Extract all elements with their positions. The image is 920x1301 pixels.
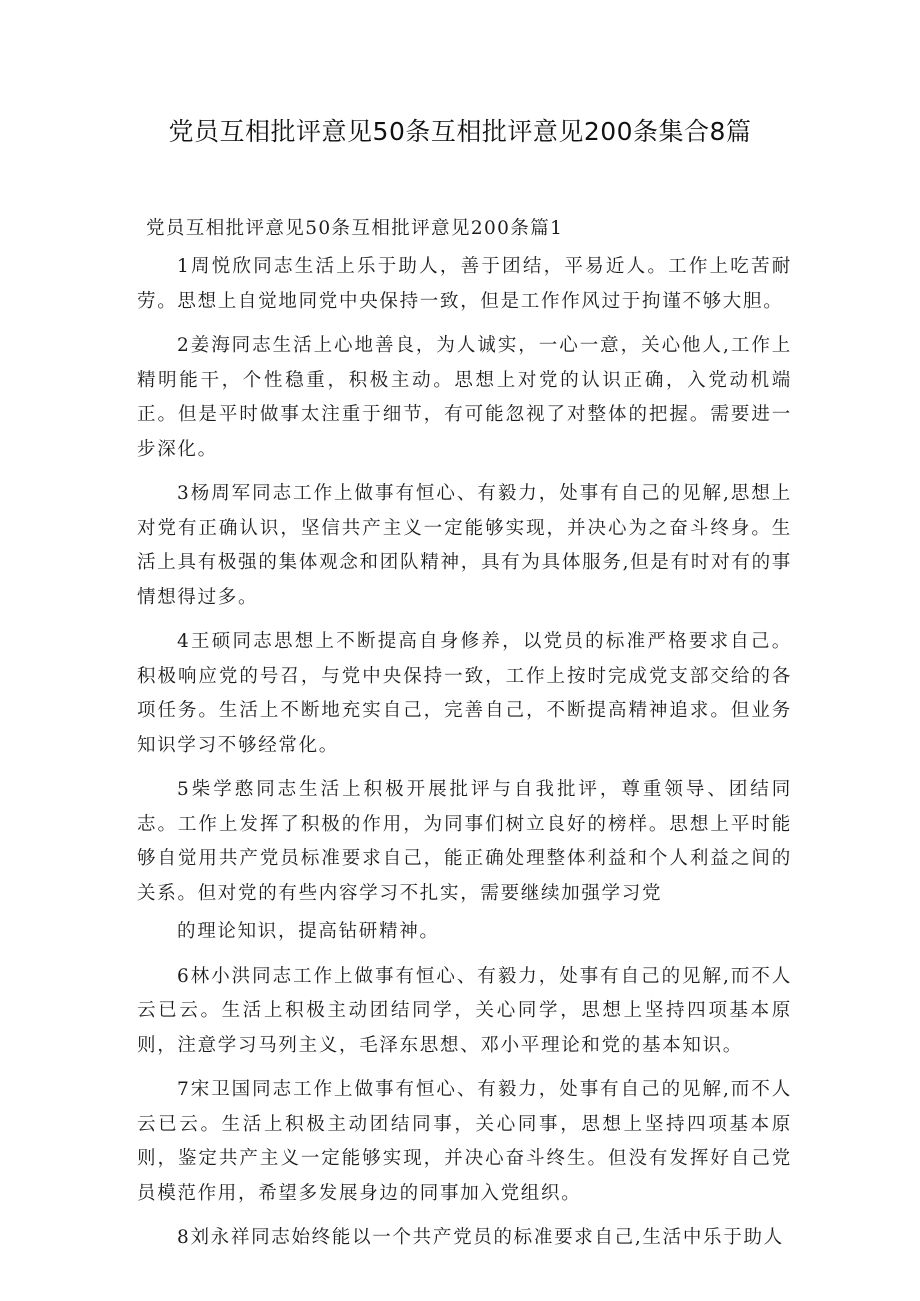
section-heading: 党员互相批评意见50条互相批评意见200条篇1 [146, 218, 564, 239]
document-body [137, 214, 792, 1256]
paragraph-2: 2姜海同志生活上心地善良，为人诚实，一心一意，关心他人,工作上精明能干，个性稳重，积极主动。思想上对党的认识正确，入党动机端正。但是平时做事太注重于细节，有可能忽视了对整体的把握。需要进一步深化。 [137, 335, 792, 460]
paragraph-1: 1周悦欣同志生活上乐于助人，善于团结，平易近人。工作上吃苦耐劳。思想上自觉地同党中央保持一致，但是工作作风过于拘谨不够大胆。 [137, 256, 792, 312]
paragraph-3: 3杨周军同志工作上做事有恒心、有毅力，处事有自己的见解,思想上对党有正确认识，坚信共产主义一定能够实现，并决心为之奋斗终身。生活上具有极强的集体观念和团队精神，具有为具体服务,但是有时对有的事情想得过多。 [137, 483, 792, 608]
paragraph-6: 6林小洪同志工作上做事有恒心、有毅力，处事有自己的见解,而不人云已云。生活上积极主动团结同学，关心同学，思想上坚持四项基本原则，注意学习马列主义，毛泽东思想、邓小平理论和党的基本知识。 [137, 965, 792, 1056]
paragraph-5-continuation: 的理论知识，提高钻研精神。 [177, 921, 440, 942]
paragraph-8: 8刘永祥同志始终能以一个共产党员的标准要求自己,生活中乐于助人 [177, 1227, 784, 1248]
paragraph-5: 5柴学憨同志生活上积极开展批评与自我批评，尊重领导、团结同志。工作上发挥了积极的作用，为同事们树立良好的榜样。思想上平时能够自觉用共产党员标准要求自己，能正确处理整体利益和个人利益之间的关系。但对党的有些内容学习不扎实，需要继续加强学习党 [137, 779, 792, 904]
paragraph-7: 7宋卫国同志工作上做事有恒心、有毅力，处事有自己的见解,而不人云已云。生活上积极主动团结同事，关心同事，思想上坚持四项基本原则，鉴定共产主义一定能够实现，并决心奋斗终生。但没有发挥好自己党员模范作用，希望多发展身边的同事加入党组织。 [137, 1079, 792, 1204]
paragraph-4: 4王硕同志思想上不断提高自身修养，以党员的标准严格要求自己。积极响应党的号召，与党中央保持一致，工作上按时完成党支部交给的各项任务。生活上不断地充实自己，完善自己，不断提高精神追求。但业务知识学习不够经常化。 [137, 631, 792, 756]
document-title: 党员互相批评意见50条互相批评意见200条集合8篇 [168, 117, 752, 146]
